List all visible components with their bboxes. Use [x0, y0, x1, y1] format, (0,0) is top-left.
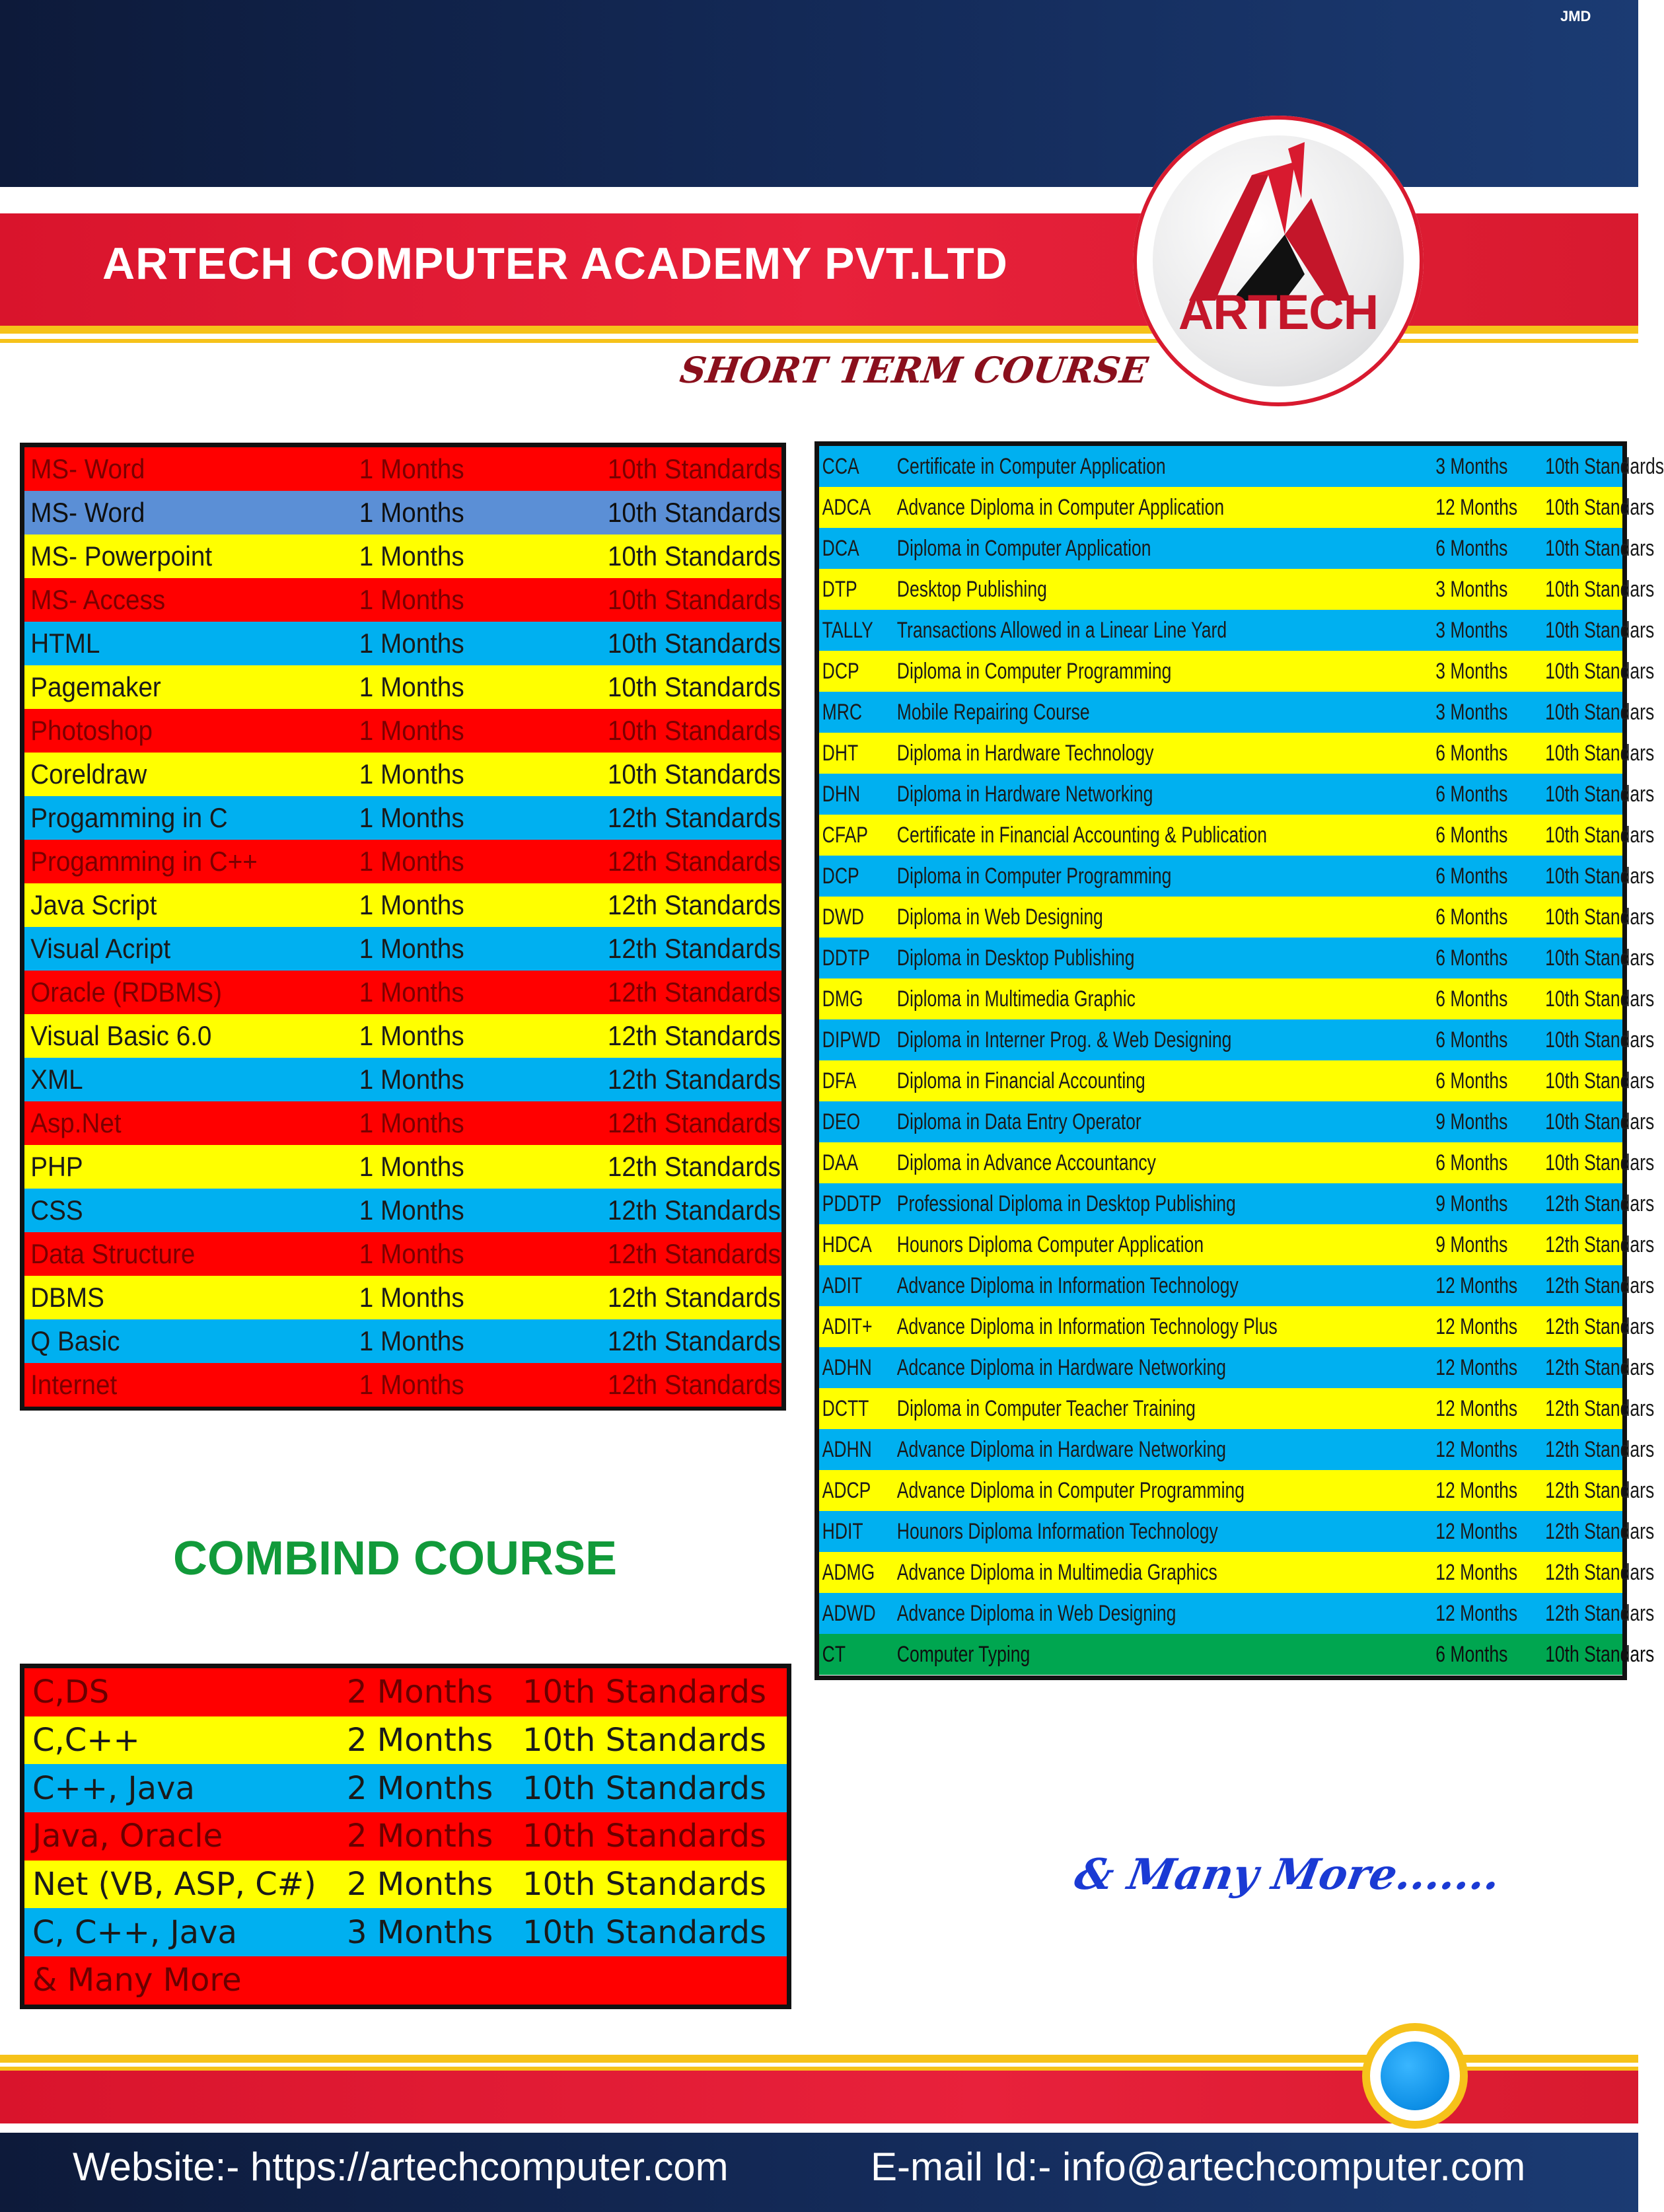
short-course-row-duration: 1 Months [359, 933, 464, 964]
diploma-course-row [819, 978, 1655, 1019]
short-course-row-eligibility: 12th Standards [607, 1325, 781, 1356]
short-course-row-name: Visual Acript [30, 933, 171, 964]
diploma-course-row-code: DFA [822, 1068, 857, 1093]
short-course-row-name: Internet [30, 1369, 118, 1400]
short-course-row-eligibility: 10th Standards [607, 758, 781, 790]
short-course-row [24, 927, 781, 971]
diploma-course-row-name: Diploma in Hardware Networking [896, 781, 1153, 807]
short-course-row-name: MS- Powerpoint [30, 540, 213, 571]
diploma-course-row-eligibility: 10th Standars [1545, 1641, 1655, 1667]
diploma-course-row [819, 1224, 1655, 1265]
diploma-course-row-eligibility: 12th Standars [1545, 1518, 1655, 1544]
diploma-course-row-eligibility: 10th Standars [1545, 986, 1655, 1012]
short-course-row-name: MS- Access [30, 584, 166, 615]
short-course-row-duration: 1 Months [359, 584, 464, 615]
diploma-course-row [819, 1388, 1655, 1429]
footer-dot-icon [1381, 2042, 1449, 2110]
diploma-course-row [819, 1306, 1655, 1347]
diploma-course-row-code: HDCA [822, 1232, 872, 1257]
combined-course-row-name: C,C++ [32, 1722, 140, 1759]
email-link[interactable]: E-mail Id:- info@artechcomputer.com [871, 2145, 1526, 2189]
diploma-course-row-duration: 12 Months [1435, 1395, 1517, 1421]
combined-course-row [24, 1956, 787, 2005]
diploma-course-row-duration: 12 Months [1435, 1518, 1517, 1544]
combined-course-row-eligibility: 10th Standards [523, 1866, 766, 1903]
diploma-course-row [819, 1142, 1655, 1183]
diploma-course-row [819, 1060, 1655, 1101]
combined-course-row-duration: 2 Months [347, 1866, 493, 1903]
diploma-course-row-duration: 12 Months [1435, 1600, 1517, 1626]
diploma-course-row-duration: 3 Months [1435, 576, 1507, 602]
short-course-row-duration: 1 Months [359, 1369, 464, 1400]
short-course-row-name: XML [30, 1064, 83, 1095]
diploma-course-row-eligibility: 10th Standars [1545, 617, 1655, 643]
diploma-course-row-name: Hounors Diploma Information Technology [896, 1518, 1218, 1544]
short-course-row-name: Data Structure [30, 1238, 196, 1269]
short-course-row [24, 1232, 781, 1276]
combined-course-row-eligibility: 10th Standards [523, 1769, 766, 1807]
diploma-course-row-code: DCA [822, 535, 859, 561]
diploma-course-row-code: DCP [822, 658, 859, 684]
diploma-course-row-code: DEO [822, 1109, 861, 1134]
diploma-course-table [814, 441, 1664, 1680]
diploma-course-row-eligibility: 12th Standars [1545, 1191, 1655, 1216]
short-course-row-name: MS- Word [30, 497, 145, 528]
combined-course-row-duration: 2 Months [347, 1722, 493, 1759]
short-course-row-name: Pagemaker [30, 671, 161, 702]
diploma-course-row [819, 1470, 1655, 1511]
diploma-course-row-name: Hounors Diploma Computer Application [896, 1232, 1204, 1257]
diploma-course-row-code: ADIT [822, 1272, 863, 1298]
diploma-course-row [819, 1265, 1655, 1306]
diploma-course-row-duration: 3 Months [1435, 453, 1507, 479]
diploma-course-row-name: Desktop Publishing [896, 576, 1047, 602]
combined-course-row [24, 1716, 787, 1765]
short-course-row-eligibility: 12th Standards [607, 889, 781, 920]
diploma-course-row-duration: 6 Months [1435, 986, 1507, 1012]
diploma-course-row-eligibility: 10th Standars [1545, 535, 1655, 561]
short-course-row-duration: 1 Months [359, 453, 464, 484]
diploma-course-row [819, 446, 1664, 487]
combined-course-row-name: Java, Oracle [32, 1818, 223, 1855]
diploma-course-row-eligibility: 10th Standars [1545, 740, 1655, 766]
diploma-course-row-eligibility: 10th Standars [1545, 1109, 1655, 1134]
diploma-course-row-name: Diploma in Hardware Technology [896, 740, 1154, 766]
diploma-course-row-name: Diploma in Financial Accounting [896, 1068, 1145, 1093]
short-course-row-duration: 1 Months [359, 540, 464, 571]
diploma-course-row-name: Advance Diploma in Computer Application [896, 494, 1224, 520]
diploma-course-row-duration: 6 Months [1435, 1027, 1508, 1052]
short-course-row-eligibility: 12th Standards [607, 1369, 781, 1400]
short-course-row-duration: 1 Months [359, 1151, 464, 1182]
diploma-course-row-name: Diploma in Data Entry Operator [896, 1109, 1141, 1134]
short-course-row-name: HTML [30, 628, 100, 659]
footer-divider [0, 2123, 1638, 2133]
short-course-row [24, 883, 781, 927]
diploma-course-row-eligibility: 10th Standars [1545, 658, 1655, 684]
diploma-course-row-duration: 6 Months [1435, 904, 1507, 930]
diploma-course-row-code: DIPWD [822, 1027, 881, 1052]
diploma-course-row-code: DCTT [822, 1395, 869, 1421]
diploma-course-row-code: ADWD [822, 1600, 876, 1626]
short-course-row-eligibility: 12th Standards [607, 1238, 781, 1269]
short-course-row [24, 1276, 781, 1319]
company-name: ARTECH COMPUTER ACADEMY PVT.LTD [102, 239, 1008, 289]
diploma-course-row-name: Mobile Repairing Course [896, 699, 1090, 725]
diploma-course-row-eligibility: 10th Standars [1545, 494, 1655, 520]
diploma-course-row-code: ADIT+ [822, 1313, 873, 1339]
short-course-row-name: Oracle (RDBMS) [30, 977, 223, 1008]
diploma-course-row [819, 1347, 1655, 1388]
short-course-row-duration: 1 Months [359, 1195, 464, 1226]
short-course-row-eligibility: 10th Standards [607, 453, 781, 484]
diploma-course-row-code: DWD [822, 904, 865, 930]
diploma-course-row-eligibility: 10th Standars [1545, 1068, 1655, 1093]
short-course-row-duration: 1 Months [359, 715, 464, 746]
diploma-course-row-eligibility: 10th Standars [1545, 1150, 1655, 1175]
short-course-row-name: Progamming in C [30, 802, 228, 833]
diploma-course-row [819, 692, 1655, 733]
diploma-course-row-duration: 6 Months [1435, 822, 1507, 848]
diploma-course-row [819, 733, 1655, 774]
short-course-row [24, 1319, 781, 1363]
short-course-row-eligibility: 12th Standards [607, 1282, 781, 1313]
short-course-row-eligibility: 10th Standards [607, 715, 781, 746]
short-term-title: SHORT TERM COURSE [677, 349, 1151, 391]
short-course-row [24, 447, 781, 491]
diploma-course-row-duration: 6 Months [1435, 1641, 1507, 1667]
short-course-row [24, 491, 781, 535]
diploma-course-row-eligibility: 12th Standars [1545, 1477, 1655, 1503]
short-course-row [24, 753, 781, 796]
diploma-course-row-code: ADHN [822, 1354, 872, 1380]
diploma-course-row-name: Advance Diploma in Hardware Networking [896, 1436, 1226, 1462]
diploma-course-row-code: CCA [822, 453, 859, 479]
short-course-row-name: CSS [30, 1195, 83, 1226]
combined-course-row-eligibility: 10th Standards [523, 1818, 766, 1855]
short-course-row [24, 840, 781, 883]
short-course-row-eligibility: 12th Standards [607, 933, 781, 964]
diploma-course-row-name: Diploma in Web Designing [896, 904, 1103, 930]
diploma-course-row-duration: 12 Months [1435, 1436, 1517, 1462]
short-course-row [24, 1014, 781, 1058]
short-course-row-eligibility: 12th Standards [607, 1064, 781, 1095]
diploma-course-row-eligibility: 10th Standars [1545, 945, 1655, 971]
short-course-row-duration: 1 Months [359, 758, 464, 790]
diploma-course-row-eligibility: 10th Standars [1545, 781, 1655, 807]
short-course-row [24, 709, 781, 753]
diploma-course-row-duration: 6 Months [1435, 945, 1507, 971]
diploma-course-row [819, 610, 1655, 651]
diploma-course-row-name: Diploma in Advance Accountancy [896, 1150, 1156, 1175]
short-course-row-name: PHP [30, 1151, 83, 1182]
diploma-course-row [819, 651, 1655, 692]
corner-tag: JMD [1560, 8, 1591, 24]
short-course-row-eligibility: 10th Standards [607, 628, 781, 659]
diploma-course-row-duration: 12 Months [1435, 1354, 1517, 1380]
diploma-course-row [819, 815, 1655, 856]
diploma-course-row-code: ADHN [822, 1436, 872, 1462]
short-course-row-duration: 1 Months [359, 628, 464, 659]
diploma-course-row [819, 1593, 1655, 1634]
diploma-course-row-name: Professional Diploma in Desktop Publishing [896, 1191, 1236, 1216]
combined-course-row [24, 1812, 787, 1861]
diploma-course-row-code: DHT [822, 740, 859, 766]
combined-course-row-name: C, C++, Java [32, 1913, 237, 1951]
combined-course-row-name: C++, Java [32, 1769, 195, 1807]
short-course-row [24, 1101, 781, 1145]
diploma-course-row-eligibility: 12th Standars [1545, 1272, 1655, 1298]
short-course-row-name: MS- Word [30, 453, 145, 484]
diploma-course-row-duration: 3 Months [1435, 658, 1507, 684]
diploma-course-row-code: HDIT [822, 1518, 863, 1544]
short-course-row-eligibility: 10th Standards [607, 584, 781, 615]
diploma-course-row-duration: 6 Months [1435, 863, 1507, 889]
diploma-course-row-duration: 12 Months [1435, 1313, 1517, 1339]
diploma-course-row-code: CT [822, 1641, 846, 1667]
combined-course-row-name: Net (VB, ASP, C#) [32, 1866, 316, 1903]
short-course-row [24, 1363, 781, 1407]
diploma-course-row-name: Diploma in Computer Programming [896, 863, 1172, 889]
diploma-course-row-name: Computer Typing [896, 1641, 1030, 1667]
diploma-course-row-name: Diploma in Computer Application [896, 535, 1151, 561]
combined-course-row-duration: 2 Months [347, 1674, 493, 1711]
short-course-row-eligibility: 10th Standards [607, 671, 781, 702]
diploma-course-row-eligibility: 10th Standars [1545, 1027, 1655, 1052]
diploma-course-row-name: Diploma in Computer Programming [896, 658, 1172, 684]
diploma-course-row [819, 487, 1655, 528]
diploma-course-row-code: ADCA [822, 494, 871, 520]
short-course-row-duration: 1 Months [359, 1107, 464, 1138]
diploma-course-row-duration: 9 Months [1435, 1109, 1507, 1134]
short-course-row-eligibility: 12th Standards [607, 1195, 781, 1226]
diploma-course-row-code: DAA [822, 1150, 859, 1175]
diploma-course-row-code: ADCP [822, 1477, 871, 1503]
combined-course-row-eligibility: 10th Standards [523, 1674, 766, 1711]
diploma-course-row-code: DHN [822, 781, 861, 807]
diploma-course-row-name: Diploma in Computer Teacher Training [896, 1395, 1196, 1421]
diploma-course-row-duration: 6 Months [1435, 1150, 1507, 1175]
diploma-course-row-duration: 9 Months [1435, 1191, 1508, 1216]
short-course-row-duration: 1 Months [359, 889, 464, 920]
diploma-course-row-code: PDDTP [822, 1191, 882, 1216]
diploma-course-row-name: Transactions Allowed in a Linear Line Yard [896, 617, 1227, 643]
short-course-row-duration: 1 Months [359, 977, 464, 1008]
combined-course-row-duration: 2 Months [347, 1818, 493, 1855]
diploma-course-row-name: Certificate in Financial Accounting & Publication [896, 822, 1267, 848]
short-course-row-eligibility: 12th Standards [607, 1151, 781, 1182]
short-course-row-duration: 1 Months [359, 497, 464, 528]
diploma-course-row [819, 1429, 1655, 1470]
short-course-row-duration: 1 Months [359, 671, 464, 702]
short-course-row [24, 622, 781, 665]
short-course-row [24, 1058, 781, 1101]
logo-wordmark: ARTECH [1178, 285, 1379, 340]
combined-course-row-name: C,DS [32, 1674, 110, 1711]
short-course-row [24, 665, 781, 709]
combined-course-row [24, 1764, 787, 1812]
short-course-row-eligibility: 10th Standards [607, 497, 781, 528]
short-course-row-duration: 1 Months [359, 1238, 464, 1269]
short-course-row-name: Asp.Net [30, 1107, 122, 1138]
short-course-row-eligibility: 12th Standards [607, 1107, 781, 1138]
diploma-course-row-name: Advance Diploma in Computer Programming [896, 1477, 1245, 1503]
combined-course-row [24, 1908, 787, 1956]
short-course-row-eligibility: 12th Standards [607, 977, 781, 1008]
diploma-course-row-duration: 6 Months [1435, 1068, 1507, 1093]
diploma-course-row-eligibility: 10th Standars [1545, 576, 1655, 602]
short-course-row-eligibility: 12th Standards [607, 802, 781, 833]
short-course-row-name: Visual Basic 6.0 [30, 1020, 212, 1051]
diploma-course-row-eligibility: 10th Standars [1545, 863, 1655, 889]
many-more-text: & Many More....... [1071, 1850, 1504, 1899]
short-course-row-name: Coreldraw [30, 758, 147, 790]
short-course-row-duration: 1 Months [359, 1064, 464, 1095]
diploma-course-row-code: ADMG [822, 1559, 875, 1585]
diploma-course-row-duration: 12 Months [1435, 1477, 1517, 1503]
short-course-table [20, 443, 786, 1411]
diploma-course-row-duration: 12 Months [1435, 494, 1517, 520]
diploma-course-row-eligibility: 12th Standars [1545, 1354, 1655, 1380]
diploma-course-row-duration: 12 Months [1435, 1559, 1517, 1585]
diploma-course-row-duration: 6 Months [1435, 535, 1507, 561]
short-course-row-duration: 1 Months [359, 1282, 464, 1313]
short-course-row-eligibility: 12th Standards [607, 846, 781, 877]
short-course-row [24, 535, 781, 578]
diploma-course-row-code: MRC [822, 699, 863, 725]
diploma-course-row [819, 897, 1655, 938]
diploma-course-row [819, 856, 1655, 897]
diploma-course-row-eligibility: 10th Standars [1545, 904, 1655, 930]
short-course-row-duration: 1 Months [359, 802, 464, 833]
diploma-course-row-code: DTP [822, 576, 857, 602]
diploma-course-row [819, 774, 1655, 815]
combined-course-row [24, 1861, 787, 1909]
diploma-course-row [819, 1019, 1655, 1060]
short-course-row [24, 796, 781, 840]
short-course-row-eligibility: 10th Standards [607, 540, 781, 571]
short-course-row [24, 1189, 781, 1232]
diploma-course-row-duration: 6 Months [1435, 740, 1507, 766]
diploma-course-row [819, 1511, 1655, 1552]
diploma-course-row-code: DCP [822, 863, 859, 889]
diploma-course-row-eligibility: 12th Standars [1545, 1395, 1655, 1421]
short-course-row-name: Progamming in C++ [30, 846, 258, 877]
diploma-course-row-code: CFAP [822, 822, 868, 848]
diploma-course-row-name: Certificate in Computer Application [896, 453, 1166, 479]
diploma-course-row-name: Diploma in Multimedia Graphic [896, 986, 1136, 1012]
diploma-course-row-name: Diploma in Desktop Publishing [896, 945, 1135, 971]
diploma-course-row-duration: 3 Months [1435, 617, 1507, 643]
diploma-course-row-eligibility: 12th Standars [1545, 1600, 1655, 1626]
diploma-course-row [819, 938, 1655, 978]
combined-course-row-eligibility: 10th Standards [523, 1913, 766, 1951]
diploma-course-row-name: Diploma in Interner Prog. & Web Designing [896, 1027, 1232, 1052]
diploma-course-row-eligibility: 10th Standars [1545, 699, 1655, 725]
logo-mark-icon [1153, 135, 1404, 387]
combined-course-row [24, 1668, 787, 1716]
diploma-course-row-eligibility: 12th Standars [1545, 1559, 1655, 1585]
short-course-row-duration: 1 Months [359, 1020, 464, 1051]
website-link[interactable]: Website:- https://artechcomputer.com [73, 2145, 729, 2189]
short-course-row-name: Java Script [30, 889, 157, 920]
short-course-row-duration: 1 Months [359, 846, 464, 877]
diploma-course-row-duration: 12 Months [1435, 1272, 1517, 1298]
short-course-row-name: Photoshop [30, 715, 153, 746]
diploma-course-row-code: DDTP [822, 945, 870, 971]
diploma-course-row-duration: 6 Months [1435, 781, 1507, 807]
diploma-course-row-duration: 9 Months [1435, 1232, 1507, 1257]
diploma-course-row-eligibility: 12th Standars [1545, 1313, 1655, 1339]
diploma-course-row [819, 1101, 1655, 1142]
diploma-course-row [819, 1183, 1655, 1224]
diploma-course-row [819, 1552, 1655, 1593]
short-course-row-duration: 1 Months [359, 1325, 464, 1356]
diploma-course-row-name: Advance Diploma in Web Designing [896, 1600, 1176, 1626]
diploma-course-row [819, 528, 1655, 569]
combined-course-row-eligibility: 10th Standards [523, 1722, 766, 1759]
diploma-course-row-eligibility: 10th Standars [1545, 822, 1655, 848]
diploma-course-row-name: Advance Diploma in Information Technology Plus [896, 1313, 1278, 1339]
combined-course-row-duration: 2 Months [347, 1769, 493, 1807]
diploma-course-row-eligibility: 12th Standars [1545, 1232, 1655, 1257]
diploma-course-row-eligibility: 12th Standars [1545, 1436, 1655, 1462]
diploma-course-row-name: Advance Diploma in Multimedia Graphics [896, 1559, 1217, 1585]
diploma-course-row-duration: 3 Months [1435, 699, 1507, 725]
diploma-course-row-eligibility: 10th Standards [1545, 453, 1664, 479]
diploma-course-row [819, 569, 1655, 610]
diploma-course-row-code: TALLY [822, 617, 873, 643]
combined-course-row-name: & Many More [32, 1962, 242, 1999]
diploma-course-row-name: Advance Diploma in Information Technology [896, 1272, 1239, 1298]
short-course-row-eligibility: 12th Standards [607, 1020, 781, 1051]
diploma-course-row [819, 1634, 1655, 1675]
short-course-row [24, 971, 781, 1014]
short-course-row-name: DBMS [30, 1282, 104, 1313]
short-course-row-name: Q Basic [30, 1325, 120, 1356]
short-course-row [24, 578, 781, 622]
diploma-course-row-code: DMG [822, 986, 863, 1012]
combined-course-title: COMBIND COURSE [173, 1532, 618, 1585]
diploma-course-row-name: Adcance Diploma in Hardware Networking [896, 1354, 1226, 1380]
combined-course-table [20, 1664, 791, 2009]
short-course-row [24, 1145, 781, 1189]
combined-course-row-duration: 3 Months [347, 1913, 493, 1951]
